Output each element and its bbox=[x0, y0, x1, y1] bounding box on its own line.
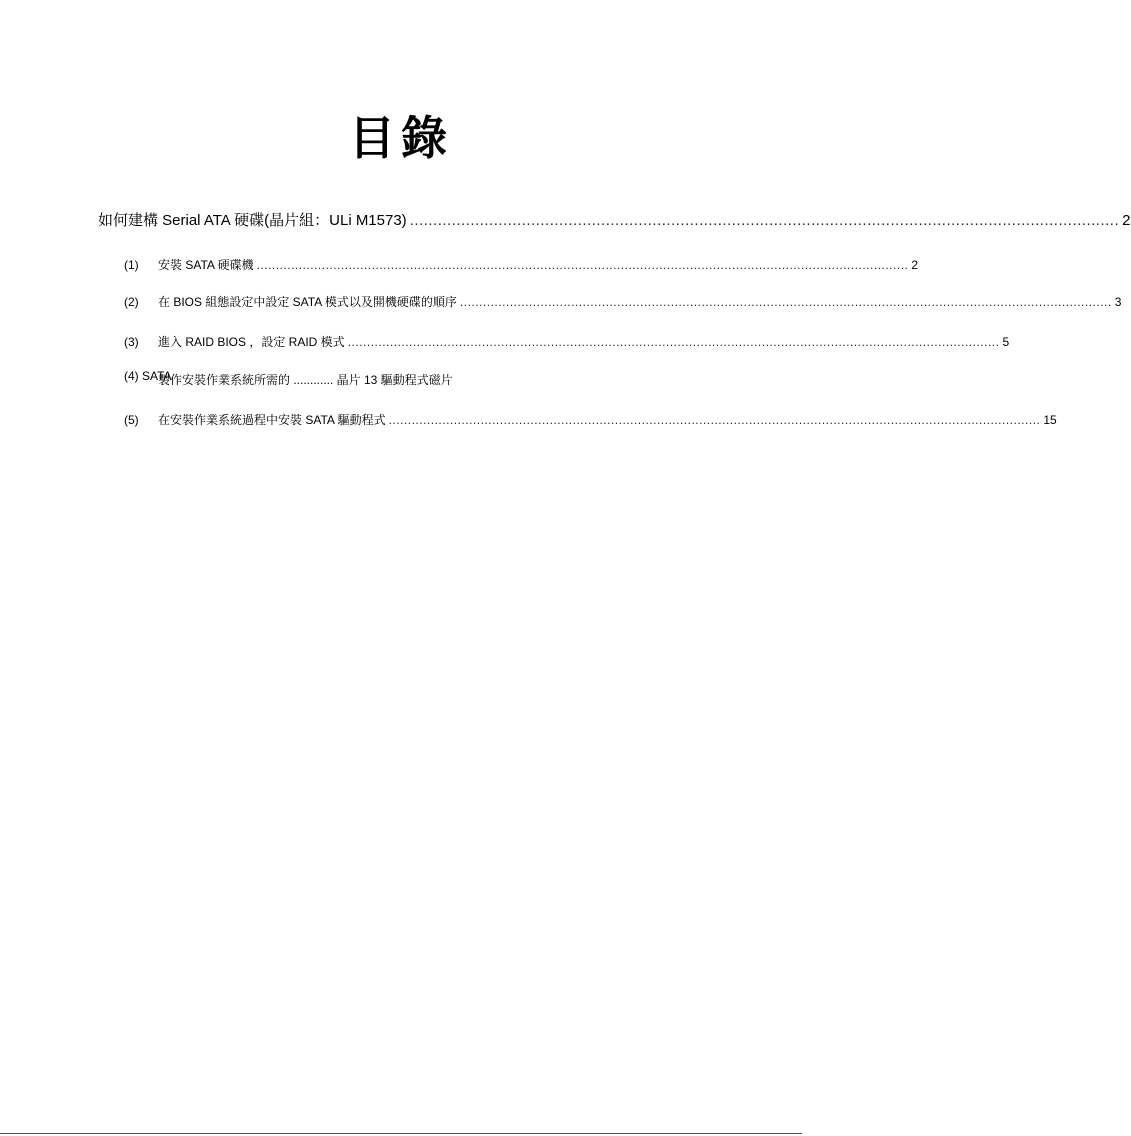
toc-entry-page: 5 bbox=[1002, 335, 1010, 349]
toc-leader-dots: .......................................................................................................................................................................... bbox=[388, 413, 1041, 427]
toc-entry-2[interactable] bbox=[124, 293, 1122, 310]
toc-leader-dots: .......................................................................................................................................................................... bbox=[347, 335, 1000, 349]
page-title: 目錄 bbox=[349, 111, 453, 165]
toc-entry-page: 3 bbox=[1114, 295, 1122, 309]
toc-entry-4-fragment: (4) SATA bbox=[124, 369, 172, 383]
toc-entry-4-overlap[interactable] bbox=[124, 369, 524, 391]
toc-entry-4-fragment-overlay: 製作安裝作業系統所需的 ............ 晶片 13 驅動程式磁片 bbox=[158, 373, 453, 387]
toc-main-page: 2 bbox=[1122, 212, 1131, 229]
toc-leader-dots: .......................................................................................................................................................................... bbox=[459, 295, 1112, 309]
toc-entry-page: 2 bbox=[911, 258, 919, 272]
toc-leader-dots: ........................................................................................................................................................ bbox=[409, 212, 1120, 229]
toc-entry-number: (5) bbox=[124, 413, 139, 427]
toc-main-entry[interactable] bbox=[98, 209, 1131, 230]
toc-entry-text: 在 BIOS 組態設定中設定 SATA 模式以及開機硬碟的順序 bbox=[158, 295, 457, 309]
toc-entry-page: 15 bbox=[1043, 413, 1057, 427]
toc-entry-text: 安裝 SATA 硬碟機 bbox=[158, 258, 254, 272]
page-bottom-rule bbox=[0, 1133, 802, 1134]
toc-entry-number: (3) bbox=[124, 335, 139, 349]
toc-entry-number: (2) bbox=[124, 295, 139, 309]
toc-entry-3[interactable] bbox=[124, 333, 1010, 350]
toc-entry-text: 進入 RAID BIOS ，設定 RAID 模式 bbox=[158, 335, 345, 349]
toc-main-text: 如何建構 Serial ATA 硬碟(晶片組：ULi M1573) bbox=[98, 212, 407, 229]
toc-entry-number: (1) bbox=[124, 258, 139, 272]
toc-entry-1[interactable] bbox=[124, 256, 919, 273]
toc-leader-dots: .......................................................................................................................................................................... bbox=[256, 258, 909, 272]
toc-entry-text: 在安裝作業系統過程中安裝 SATA 驅動程式 bbox=[158, 413, 386, 427]
toc-entry-5[interactable] bbox=[124, 411, 1057, 428]
